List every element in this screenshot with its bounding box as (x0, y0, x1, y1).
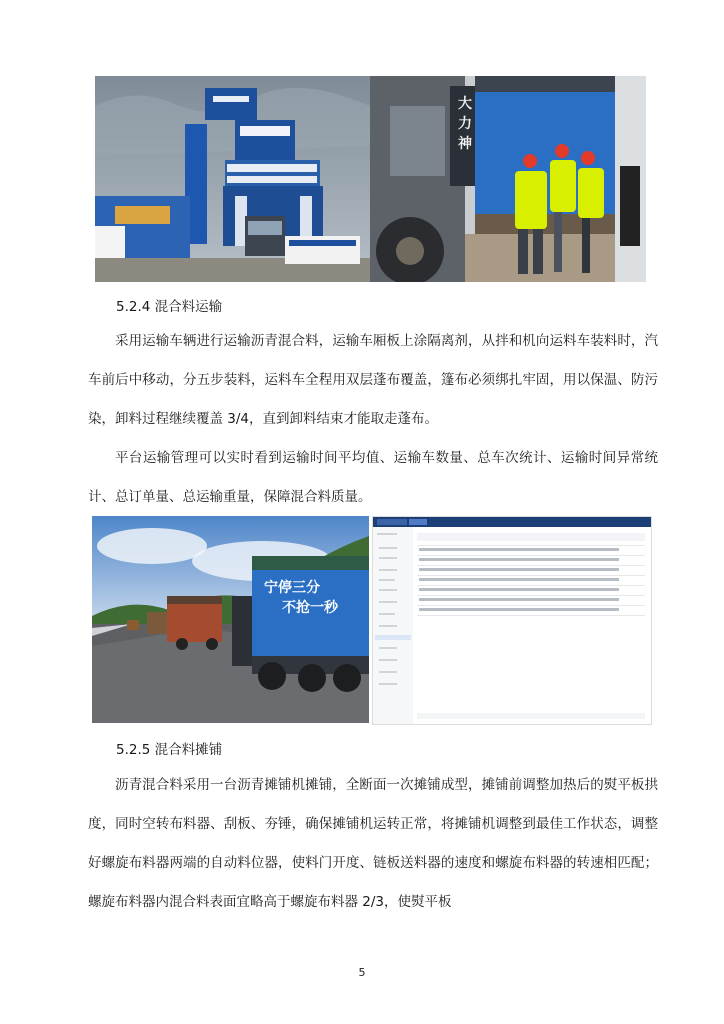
slogan-line-1: 宁停三分 (264, 580, 320, 596)
transport-platform-screenshot (372, 516, 652, 725)
page-number: 5 (358, 966, 366, 979)
truck-door-text (456, 94, 474, 154)
section-heading-525: 5.2.5 混合料摊铺 (116, 742, 223, 758)
slogan-line-2: 不抢一秒 (282, 600, 338, 616)
section-heading-524: 5.2.4 混合料运输 (116, 299, 223, 315)
paragraph: 平台运输管理可以实时看到运输时间平均值、运输车数量、总车次统计、运输时间异常统计、总订单量、总运输重量，保障混合料质量。 (88, 450, 658, 505)
paragraph: 采用运输车辆进行运输沥青混合料，运输车厢板上涂隔离剂，从拌和机向运料车装料时，汽车前后中移动，分五步装料，运料车全程用双层蓬布覆盖，篷布必须绑扎牢固，用以保温、防污染，卸料过程继续覆盖 3/4，直到卸料结束才能取走蓬布。 (88, 333, 658, 427)
asphalt-plant-photo (95, 76, 370, 282)
door-char: 神 (458, 136, 472, 152)
paragraph: 沥青混合料采用一台沥青摊铺机摊铺，全断面一次摊铺成型，摊铺前调整加热后的熨平板拱度，同时空转布料器、刮板、夯锤，确保摊铺机运转正常，将摊铺机调整到最佳工作状态，调整好螺旋布料器两端的自动料位器，使料门开度、链板送料器的速度和螺旋布料器的转速相匹配；螺旋布料器内混合料表面宜略高于螺旋布料器 2/3，使熨平板 (88, 777, 658, 910)
truck-inspection-photo (370, 76, 646, 282)
door-char: 大 (458, 96, 472, 112)
truck-slogan (264, 578, 338, 618)
trucks-on-road-photo (92, 516, 369, 723)
door-char: 力 (458, 116, 472, 132)
